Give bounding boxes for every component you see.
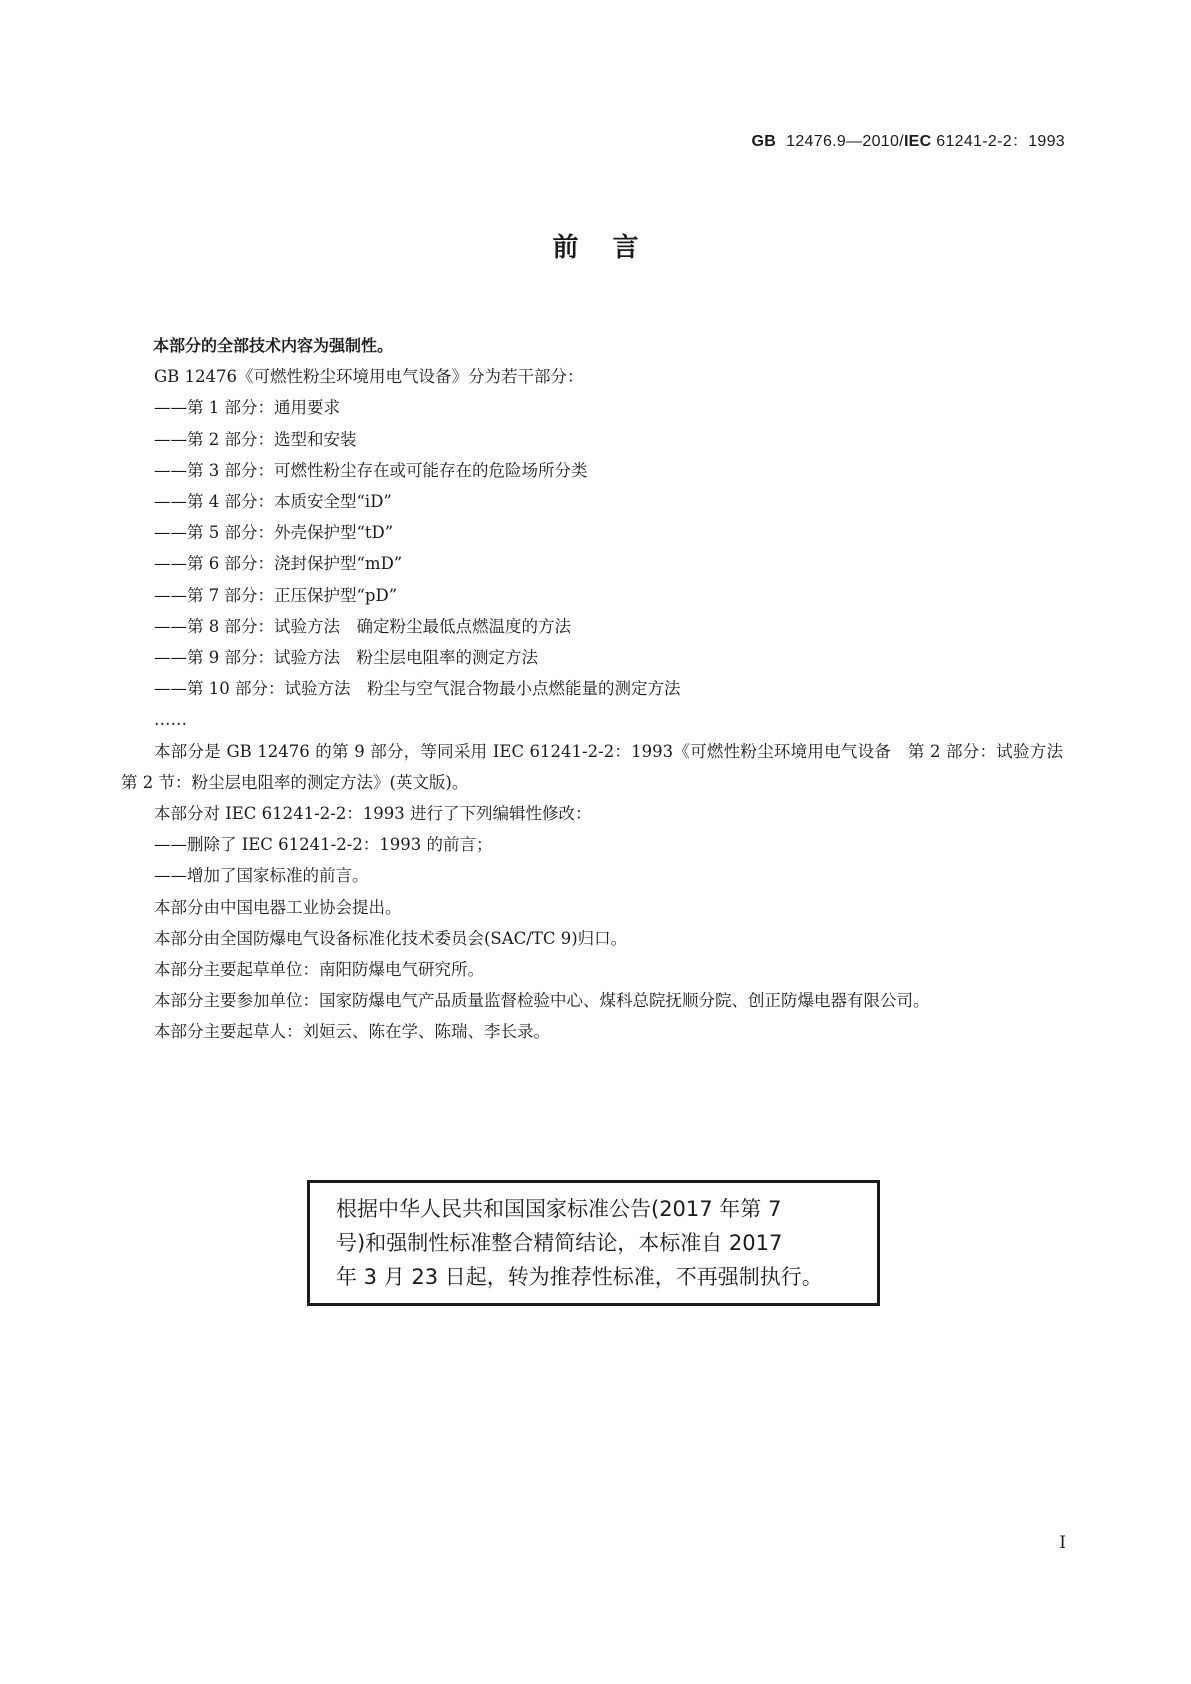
part-list-item: ——第 4 部分：本质安全型“iD” <box>154 492 392 512</box>
notice-line: 号)和强制性标准整合精简结论，本标准自 2017 <box>336 1231 783 1255</box>
part-list-ellipsis: …… <box>154 710 187 730</box>
gb-number: 12476.9—2010/ <box>786 133 904 150</box>
iec-number: 61241-2-2：1993 <box>931 133 1065 150</box>
committee-paragraph: 本部分由全国防爆电气设备标准化技术委员会(SAC/TC 9)归口。 <box>154 928 628 948</box>
iec-code: IEC <box>903 133 932 150</box>
participating-units-paragraph: 本部分主要参加单位：国家防爆电气产品质量监督检验中心、煤科总院抚顺分院、创正防爆电器有限公司。 <box>154 991 930 1011</box>
page-number: I <box>1059 1533 1066 1553</box>
foreword-body <box>121 330 1080 1048</box>
modification-item: ——删除了 IEC 61241-2-2：1993 的前言； <box>154 835 493 855</box>
page-title: 前言 <box>552 233 673 263</box>
part-list-item: ——第 2 部分：选型和安装 <box>154 429 357 449</box>
adoption-paragraph: 本部分是 GB 12476 的第 9 部分，等同采用 IEC 61241-2-2：1993《可燃性粉尘环境用电气设备 第 2 部分：试验方法 第 2 节：粉尘层电阻率的测定方法》(英文版)。 <box>121 741 1080 792</box>
status-notice-box <box>307 1180 880 1306</box>
mandatory-statement: 本部分的全部技术内容为强制性。 <box>153 336 394 355</box>
part-list-item: ——第 1 部分：通用要求 <box>154 398 340 418</box>
notice-line: 根据中华人民共和国国家标准公告(2017 年第 7 <box>336 1197 782 1221</box>
part-list-item: ——第 10 部分：试验方法 粉尘与空气混合物最小点燃能量的测定方法 <box>154 679 681 699</box>
drafters-paragraph: 本部分主要起草人：刘姮云、陈在学、陈瑞、李长录。 <box>154 1022 550 1042</box>
standard-code-header <box>752 128 1065 151</box>
proposer-paragraph: 本部分由中国电器工业协会提出。 <box>154 897 402 917</box>
part-list-item: ——第 9 部分：试验方法 粉尘层电阻率的测定方法 <box>154 648 538 668</box>
modifications-intro: 本部分对 IEC 61241-2-2：1993 进行了下列编辑性修改： <box>154 804 592 824</box>
modification-item: ——增加了国家标准的前言。 <box>154 866 369 886</box>
part-list-item: ——第 5 部分：外壳保护型“tD” <box>154 523 394 543</box>
gb-prefix: GB <box>751 133 777 150</box>
notice-line: 年 3 月 23 日起，转为推荐性标准，不再强制执行。 <box>336 1265 823 1289</box>
part-list-item: ——第 8 部分：试验方法 确定粉尘最低点燃温度的方法 <box>154 616 571 636</box>
part-list-item: ——第 6 部分：浇封保护型“mD” <box>154 554 403 574</box>
part-list-item: ——第 7 部分：正压保护型“pD” <box>154 585 398 605</box>
part-list-item: ——第 3 部分：可燃性粉尘存在或可能存在的危险场所分类 <box>154 460 588 480</box>
drafting-unit-paragraph: 本部分主要起草单位：南阳防爆电气研究所。 <box>154 960 484 980</box>
parts-intro: GB 12476《可燃性粉尘环境用电气设备》分为若干部分： <box>154 367 584 387</box>
